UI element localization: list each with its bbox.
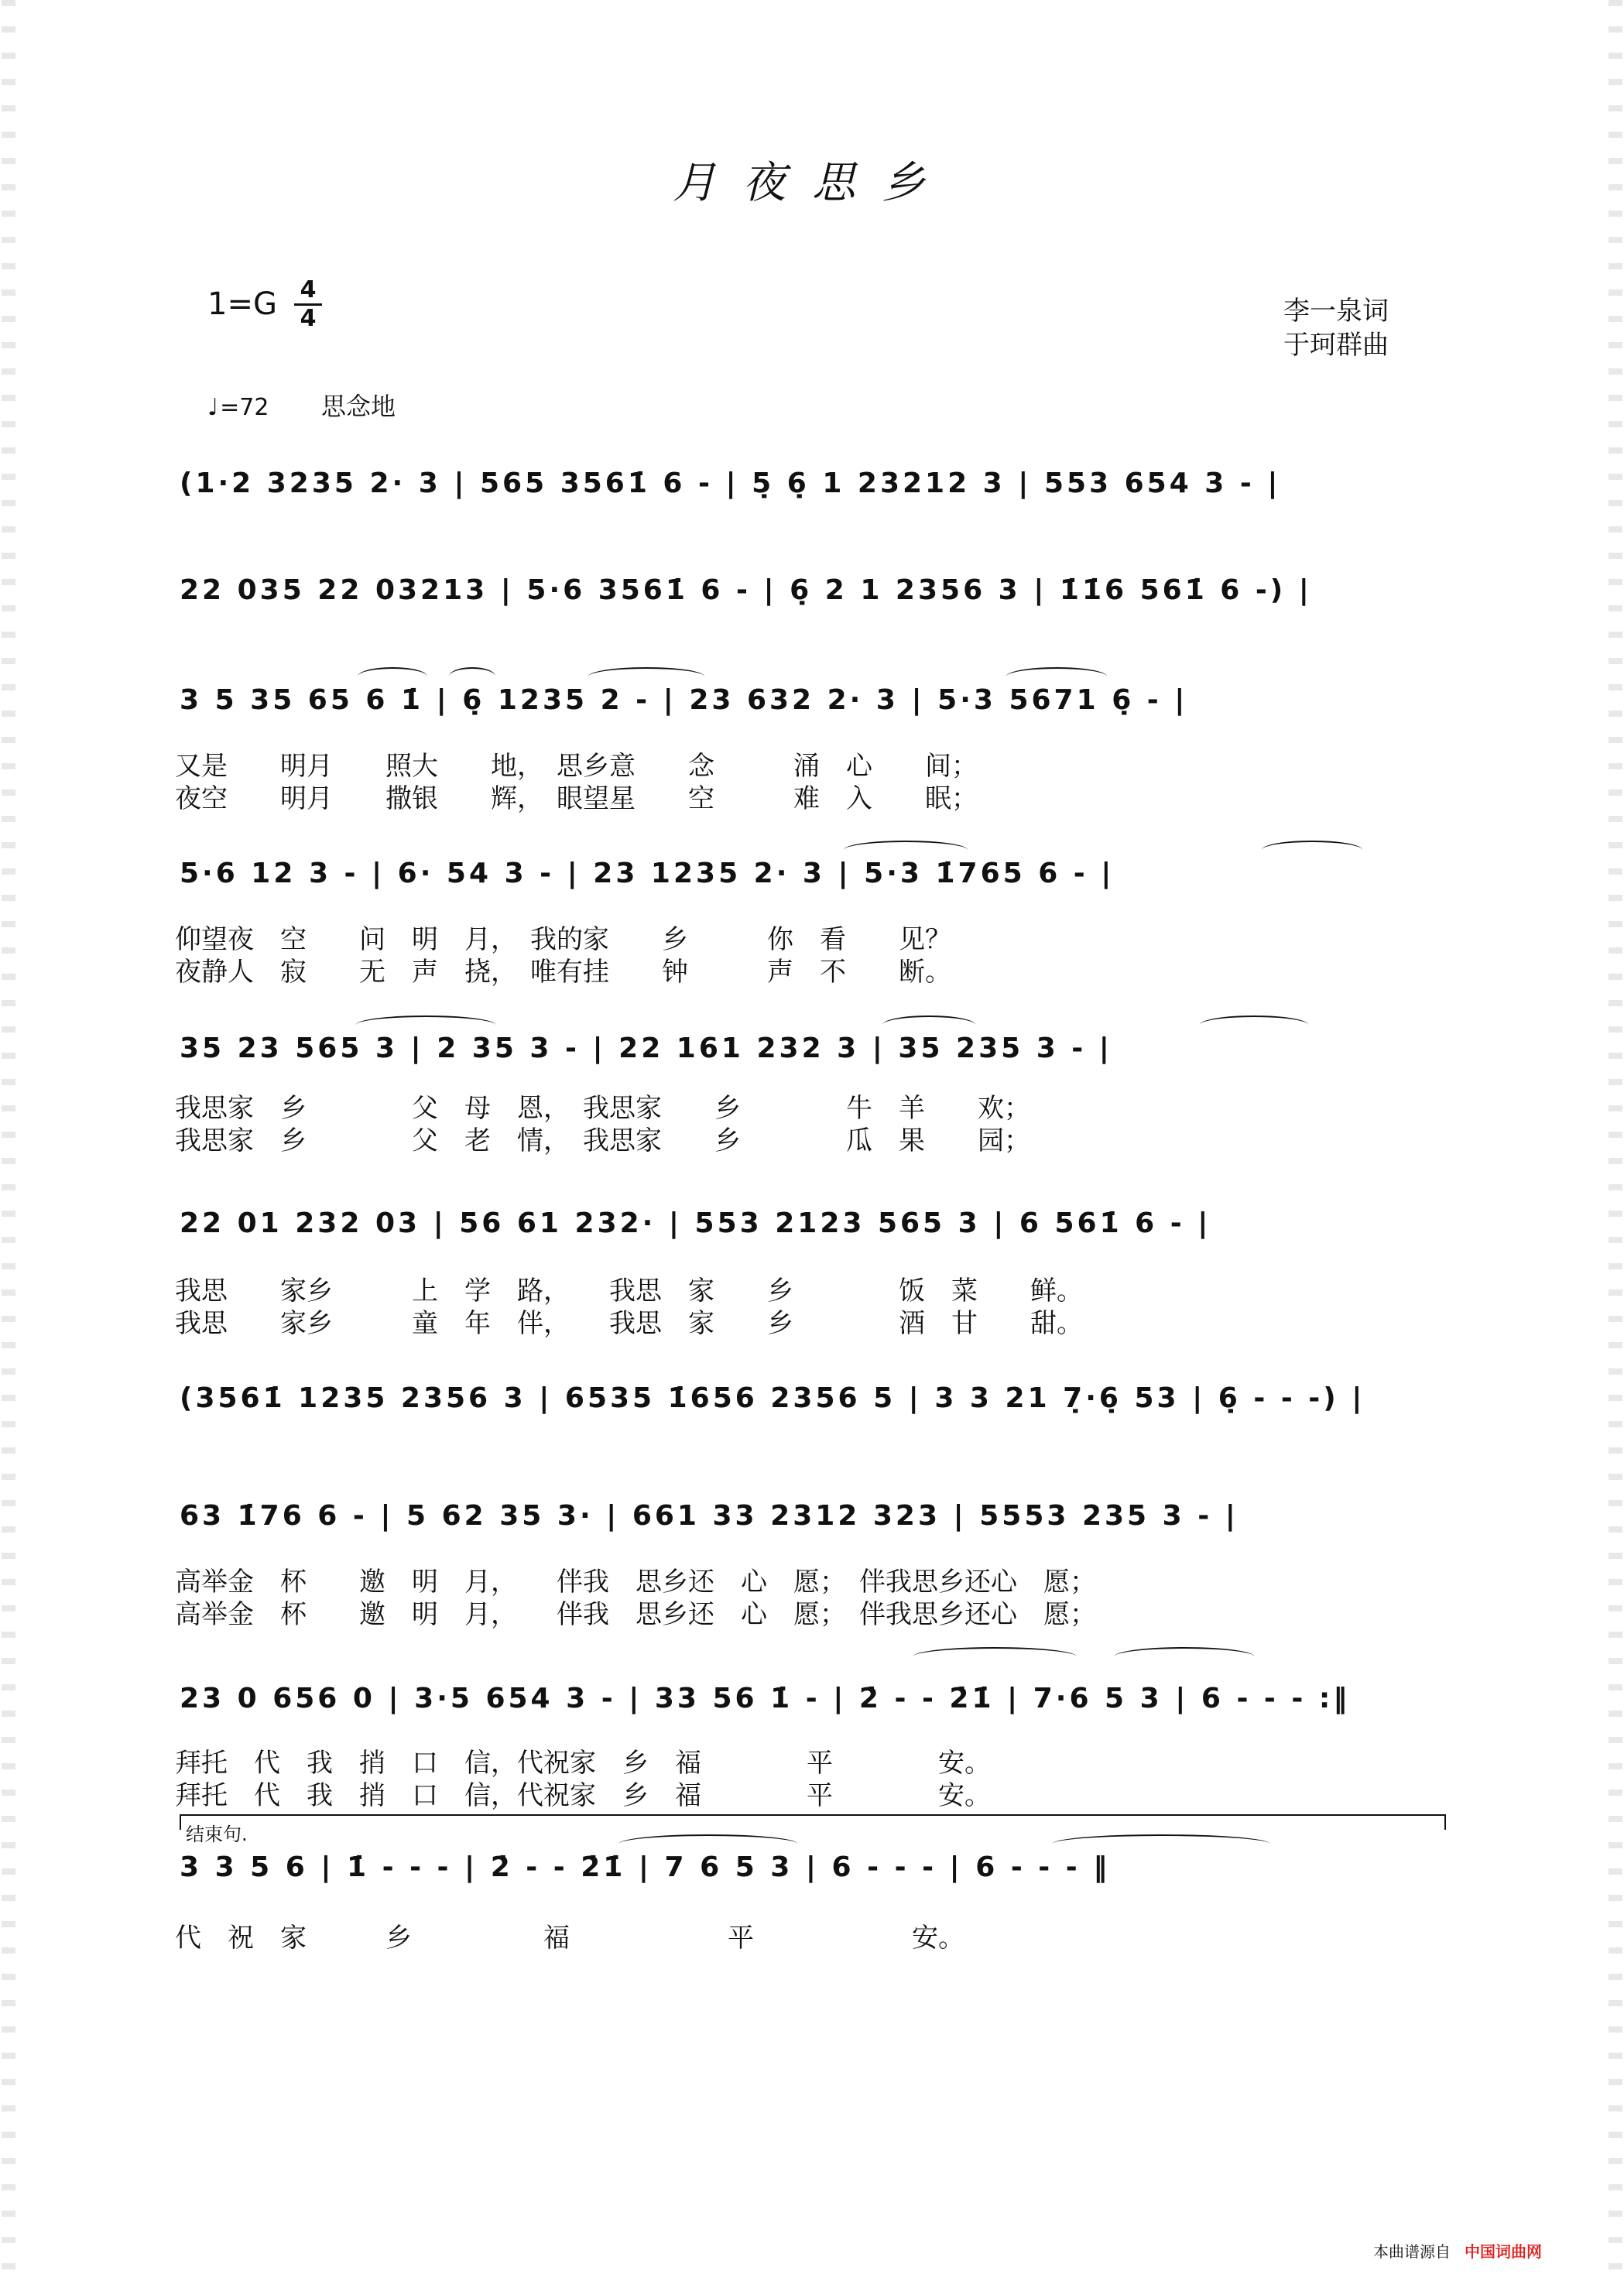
system-notes: (1·2 3235 2· 3 | 565 3561̇ 6 - | 5̣ 6̣ 1 23212 3 | 553 654 3 - |	[180, 468, 1281, 499]
slur	[1053, 1834, 1269, 1853]
lyrics-verse-1: 我思 家乡 上 学 路， 我思 家 乡 饭 菜 鲜。	[175, 1276, 1083, 1307]
lyrics-verse-1: 拜托 代 我 捎 口 信，代祝家 乡 福 平 安。	[175, 1748, 991, 1779]
system-notes: 35 23 565 3 | 2 35 3 - | 22 161 232 3 | 35 235 3 - |	[180, 1033, 1112, 1064]
system-notes: 22 035 22 03213 | 5·6 3561̇ 6 - | 6̣ 2 1 2356 3 | 1̇1̇6 561̇ 6 -) |	[180, 574, 1312, 606]
credits	[1283, 294, 1389, 362]
lyrics-verse-2: 高举金 杯 邀 明 月， 伴我 思乡还 心 愿； 伴我思乡还心 愿；	[175, 1599, 1096, 1630]
key-signature: 1=G	[207, 286, 277, 322]
slur	[913, 1647, 1076, 1666]
lyrics-verse-1: 我思家 乡 父 母 恩， 我思家 乡 牛 羊 欢；	[175, 1093, 1030, 1124]
slur	[1262, 841, 1362, 859]
lyrics-verse-1: 高举金 杯 邀 明 月， 伴我 思乡还 心 愿； 伴我思乡还心 愿；	[175, 1567, 1096, 1598]
lyrics-verse-2: 我思 家乡 童 年 伴， 我思 家 乡 酒 甘 甜。	[175, 1308, 1083, 1339]
system-notes: (3561̇ 1235 2356 3 | 6535 1̇656 2356 5 | 3 3 21 7̣·6̣ 53 | 6̣ - - -) |	[180, 1382, 1365, 1414]
system-notes: 22 01 232 03 | 56 61 232· | 553 2123 565 3 | 6 561̇ 6 - |	[180, 1207, 1211, 1239]
slur	[1115, 1647, 1254, 1666]
time-signature-bottom: 4	[300, 305, 317, 332]
lyricist-credit: 李一泉词	[1283, 296, 1389, 327]
ending-bracket	[180, 1814, 1446, 1830]
time-signature-top: 4	[300, 276, 317, 303]
slur	[356, 1015, 495, 1034]
song-title: 月夜思乡	[673, 158, 951, 208]
composer-credit: 于珂群曲	[1283, 330, 1389, 361]
system-notes: 3 3 5 6 | 1̇ - - - | 2̇ - - 2̇1̇ | 7 6 5 3 | 6 - - - | 6 - - - ‖	[180, 1851, 1111, 1883]
lyrics-verse-2: 我思家 乡 父 老 情， 我思家 乡 瓜 果 园；	[175, 1125, 1030, 1156]
slur	[588, 667, 704, 686]
expression-marking: 思念地	[321, 392, 396, 421]
left-edge-watermark	[2, 0, 15, 2281]
lyrics-verse-2: 拜托 代 我 捎 口 信，代祝家 乡 福 平 安。	[175, 1780, 991, 1811]
tempo-marking	[207, 387, 396, 423]
lyrics-verse-2: 夜空 明月 撒银 辉， 眼望星 空 难 入 眠；	[175, 783, 978, 814]
lyrics-verse-1: 又是 明月 照大 地， 思乡意 念 涌 心 间；	[175, 751, 978, 782]
system-notes: 23 0 656 0 | 3·5 654 3 - | 33 56 1̇ - | 2̇ - - 2̇1̇ | 7·6 5 3 | 6 - - - :‖	[180, 1683, 1351, 1714]
quarter-note-icon: ♩	[207, 394, 219, 421]
lyrics-verse-2: 夜静人 寂 无 声 挠， 唯有挂 钟 声 不 断。	[175, 957, 951, 988]
ending-label: 结束句.	[186, 1824, 248, 1845]
footer-source-label: 本曲谱源自	[1373, 2242, 1451, 2261]
tempo-value: =72	[220, 394, 269, 421]
slur	[844, 841, 968, 859]
system-notes: 5·6 12 3 - | 6· 54 3 - | 23 1235 2· 3 | 5·3 1̇765 6 - |	[180, 858, 1115, 889]
slur	[1200, 1015, 1308, 1034]
slur	[619, 1834, 797, 1853]
footer-source-site-link[interactable]: 中国词曲网	[1465, 2242, 1542, 2261]
lyrics-verse-1: 代 祝 家 乡 福 平 安。	[175, 1923, 964, 1954]
slur	[449, 667, 495, 686]
slur	[1006, 667, 1107, 686]
lyrics-verse-1: 仰望夜 空 问 明 月， 我的家 乡 你 看 见？	[175, 924, 951, 955]
slur	[882, 1015, 975, 1034]
system-notes: 63 1̇76 6 - | 5 62 35 3· | 661 33 2312 323 | 5553 235 3 - |	[180, 1500, 1239, 1532]
slur	[358, 667, 427, 686]
system-notes: 3 5 35 65 6 1̇ | 6̣ 1235 2 - | 23 632 2· 3 | 5·3 5671 6̣ - |	[180, 684, 1188, 716]
time-signature	[294, 276, 322, 332]
right-edge-watermark	[1609, 0, 1622, 2281]
